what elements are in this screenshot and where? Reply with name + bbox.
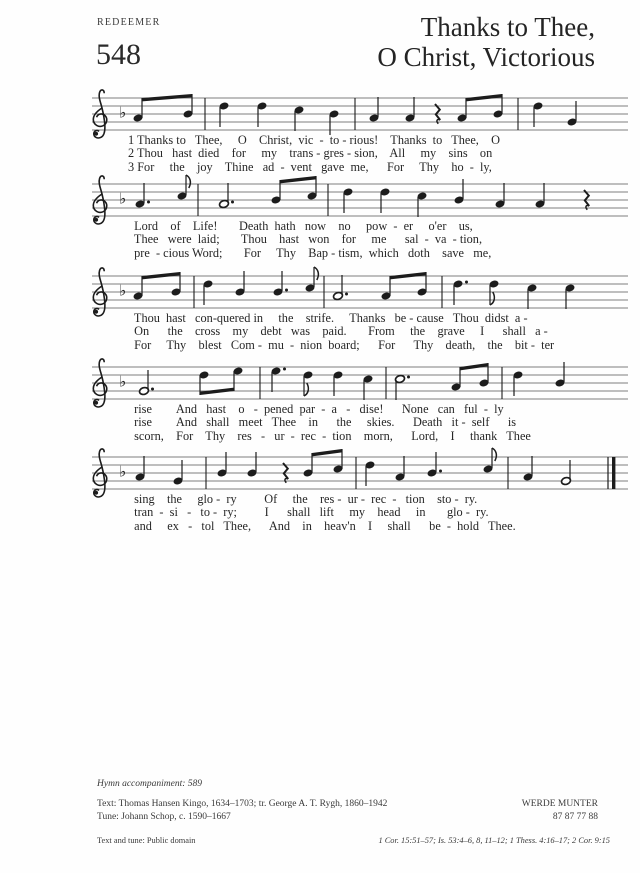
svg-text:♭: ♭ — [119, 103, 127, 122]
tune-name: WERDE MUNTER — [521, 799, 598, 809]
svg-text:♭: ♭ — [119, 281, 127, 300]
lyric-line: Thee were laid; Thou hast won for me sal - va - tion, — [128, 232, 483, 247]
scripture-references: 1 Cor. 15:51–57; Is. 53:4–6, 8, 11–12; 1 Thess. 4:16–17; 2 Cor. 9:15 — [378, 836, 610, 845]
music-system — [88, 443, 636, 533]
lyric-line: 2 Thou hast died for my trans - gres - sion, All my sins on — [128, 146, 493, 161]
lyrics-block — [88, 312, 636, 352]
lyrics-block — [88, 493, 636, 533]
lyric-line: rise And hast o - pened par - a - dise! None can ful - ly — [128, 402, 504, 416]
accompaniment-note: Hymn accompaniment: 589 — [97, 779, 203, 789]
lyric-line: scorn, For Thy res - ur - rec - tion morn, Lord, I thank Thee — [128, 428, 531, 443]
lyrics-block — [88, 134, 636, 174]
copyright-note: Text and tune: Public domain — [97, 836, 196, 845]
lyrics-block — [88, 220, 636, 260]
lyric-line: pre - cious Word; For Thy Bap - tism, which doth save me, — [128, 245, 492, 260]
lyric-line: 1 Thanks to Thee, O Christ, vic - to - rious! Thanks to Thee, O — [128, 133, 501, 147]
section-label: REDEEMER — [97, 17, 161, 28]
svg-text:♭: ♭ — [119, 462, 127, 481]
lyric-line: 3 For the joy Thine ad - vent gave me, For Thy ho - ly, — [128, 159, 492, 174]
music-system — [88, 262, 636, 352]
lyric-line: rise And shall meet Thee in the skies. Death it - self is — [128, 415, 517, 430]
music-system — [88, 84, 636, 174]
hymn-number: 548 — [96, 38, 141, 71]
meter: 87 87 77 88 — [552, 812, 598, 822]
lyric-line: tran - si - to - ry; I shall lift my head in glo - ry. — [128, 505, 489, 520]
hymn-title — [377, 12, 595, 72]
svg-text:♭: ♭ — [119, 372, 127, 391]
lyric-line: Lord of Life! Death hath now no pow - er o'er us, — [128, 219, 473, 233]
music-system — [88, 353, 636, 443]
tune-credit: Tune: Johann Schop, c. 1590–1667 — [97, 812, 231, 822]
lyric-line: sing the glo - ry Of the res - ur - rec - tion sto - ry. — [128, 492, 478, 506]
hymn-title-line1: Thanks to Thee, — [420, 12, 595, 42]
lyric-line: For Thy blest Com - mu - nion board; For Thy death, the bit - ter — [128, 337, 555, 352]
svg-text:♭: ♭ — [119, 189, 127, 208]
lyric-line: On the cross my debt was paid. From the grave I shall a - — [128, 324, 548, 339]
lyrics-block — [88, 403, 636, 443]
hymn-title-line2: O Christ, Victorious — [377, 42, 595, 72]
music-system — [88, 170, 636, 260]
text-credit: Text: Thomas Hansen Kingo, 1634–1703; tr. George A. T. Rygh, 1860–1942 — [97, 799, 388, 809]
lyric-line: and ex - tol Thee, And in heav'n I shall be - hold Thee. — [128, 518, 516, 533]
lyric-line: Thou hast con-quered in the strife. Thanks be - cause Thou didst a - — [128, 311, 528, 325]
